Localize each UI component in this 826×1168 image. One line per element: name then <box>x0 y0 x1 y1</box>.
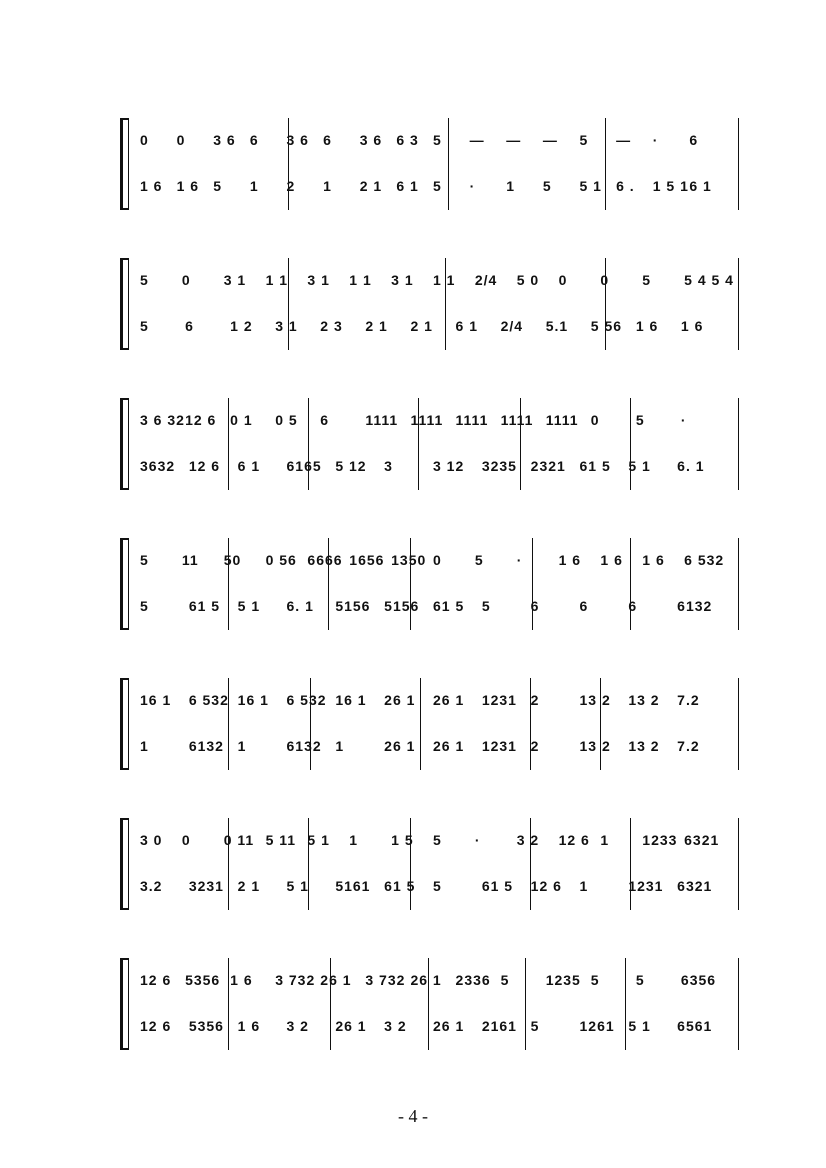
lower-note: 6561 <box>677 1018 713 1034</box>
lower-note: 7.2 <box>677 738 700 754</box>
upper-note: 6 532 <box>188 692 229 708</box>
upper-note: 6321 <box>684 832 720 848</box>
bar-line <box>630 398 631 490</box>
lower-note: 1 <box>579 878 589 894</box>
upper-note: 12 6 <box>140 972 172 988</box>
upper-note: 12 6 <box>558 832 590 848</box>
system-start-line <box>128 118 129 210</box>
upper-note: · <box>652 132 659 148</box>
lower-note: 2 1 <box>410 318 433 334</box>
lower-note: 5161 <box>335 878 371 894</box>
bar-line <box>630 818 631 910</box>
lower-note: 26 1 <box>384 738 416 754</box>
page-number: - 4 - <box>398 1106 428 1126</box>
lower-note: 5 <box>481 598 491 614</box>
upper-note: 6 3 <box>396 132 419 148</box>
score-system <box>120 118 740 210</box>
lower-note: 13 2 <box>628 738 660 754</box>
upper-note: 5 <box>590 972 600 988</box>
upper-note: 5 <box>642 272 652 288</box>
lower-note: 12 6 <box>188 458 221 474</box>
lower-note: 5156 <box>384 598 420 614</box>
bar-line <box>420 678 421 770</box>
upper-note: 1 6 <box>230 972 253 988</box>
lower-note: 1 <box>249 178 259 194</box>
lower-note: 5 1 <box>237 598 261 614</box>
upper-note: 0 56 <box>265 552 297 568</box>
upper-note: 0 5 <box>275 412 298 428</box>
system-start-line <box>128 398 129 490</box>
upper-note: — <box>616 132 632 148</box>
lower-note: 5 1 <box>286 878 309 894</box>
lower-note: 3 2 <box>384 1018 407 1034</box>
bar-line <box>738 258 739 350</box>
upper-note: 1111 <box>365 412 399 428</box>
upper-note: 2336 <box>455 972 491 988</box>
upper-note: 0 11 <box>223 832 255 848</box>
bar-line <box>228 398 229 490</box>
score-system <box>120 538 740 630</box>
upper-note: 3 6 <box>213 132 236 148</box>
lower-note: 2 1 <box>237 878 261 894</box>
score-system <box>120 818 740 910</box>
upper-note: · <box>516 552 523 568</box>
system-start-line <box>128 678 129 770</box>
upper-note: 1 1 <box>265 272 289 288</box>
lower-note: 1 6 <box>680 318 704 334</box>
upper-note: 6 <box>689 132 699 148</box>
upper-note: 5 <box>140 552 149 568</box>
lower-note: 1 <box>237 738 247 754</box>
lower-note: 1 <box>506 178 516 194</box>
bar-line <box>308 398 309 490</box>
lower-note: 12 6 <box>140 1018 172 1034</box>
lower-note: 5356 <box>188 1018 224 1034</box>
system-start-line <box>128 818 129 910</box>
upper-note: 5 1 <box>307 832 330 848</box>
upper-note: 26 1 <box>410 972 442 988</box>
lower-note: 3235 <box>481 458 517 474</box>
bar-line <box>738 958 739 1050</box>
upper-note: 1 1 <box>349 272 372 288</box>
bar-line <box>738 538 739 630</box>
lower-note: 2 1 <box>359 178 383 194</box>
lower-note: 6 <box>579 598 589 614</box>
lower-note: 5 1 <box>628 458 651 474</box>
upper-note: 0 <box>558 272 568 288</box>
upper-note: 3 732 <box>275 972 316 988</box>
upper-note: 5 0 <box>516 272 540 288</box>
upper-note: 13 2 <box>579 692 611 708</box>
lower-note: 5 12 <box>335 458 367 474</box>
upper-note: 0 <box>600 272 610 288</box>
upper-note: 1 5 <box>391 832 414 848</box>
upper-note: — <box>469 132 485 148</box>
upper-note: 5 11 <box>265 832 297 848</box>
score-system <box>120 398 740 490</box>
score-system <box>120 958 740 1050</box>
lower-note: 6. 1 <box>677 458 705 474</box>
bar-line <box>448 118 449 210</box>
lower-note: 61 5 <box>579 458 611 474</box>
lower-note: 5.1 <box>545 318 569 334</box>
lower-note: 26 1 <box>433 1018 465 1034</box>
lower-note: 3.2 <box>140 878 163 894</box>
lower-note: 13 2 <box>579 738 611 754</box>
bar-line <box>630 538 631 630</box>
system-start-line <box>128 258 129 350</box>
upper-note: 3 1 <box>223 272 247 288</box>
lower-note: 2 <box>286 178 296 194</box>
bar-line <box>288 258 289 350</box>
upper-note: 5 <box>635 412 645 428</box>
lower-note: 5 1 <box>628 1018 651 1034</box>
lower-note: 1 <box>140 738 149 754</box>
lower-note: 6 <box>530 598 540 614</box>
upper-note: 1 <box>349 832 359 848</box>
upper-note: 0 1 <box>230 412 253 428</box>
bar-line <box>228 958 229 1050</box>
lower-note: 6 . <box>616 178 635 194</box>
upper-note: 1231 <box>481 692 517 708</box>
upper-note: 26 1 <box>433 692 465 708</box>
lower-note: 6 1 <box>396 178 419 194</box>
lower-note: 61 5 <box>481 878 514 894</box>
lower-note: 2161 <box>481 1018 517 1034</box>
score-system <box>120 678 740 770</box>
upper-note: 1235 <box>545 972 581 988</box>
upper-note: 0 <box>590 412 600 428</box>
lower-note: 5 <box>433 178 442 194</box>
lower-note: · <box>469 178 476 194</box>
upper-note: 1 1 <box>433 272 456 288</box>
lower-note: 5 <box>140 318 149 334</box>
upper-note: 0 <box>181 272 191 288</box>
bar-line <box>532 538 533 630</box>
bar-line <box>525 958 526 1050</box>
lower-note: 6 1 <box>237 458 261 474</box>
upper-note: 1656 <box>349 552 385 568</box>
upper-note: 13 2 <box>628 692 660 708</box>
upper-note: 1 6 <box>642 552 665 568</box>
lower-note: 1 <box>323 178 332 194</box>
upper-note: 5 <box>635 972 645 988</box>
upper-note: 3 6 <box>286 132 309 148</box>
upper-note: 1 6 <box>558 552 582 568</box>
lower-note: 26 1 <box>335 1018 367 1034</box>
bar-line <box>738 398 739 490</box>
bar-line <box>625 958 626 1050</box>
upper-note: 6 532 <box>286 692 327 708</box>
upper-note: 3 6 <box>359 132 383 148</box>
lower-note: 3 2 <box>286 1018 309 1034</box>
lower-note: 1 6 <box>237 1018 261 1034</box>
lower-note: 1 2 <box>230 318 253 334</box>
upper-note: 5 <box>433 132 442 148</box>
upper-note: 5 <box>500 972 510 988</box>
upper-note: 26 1 <box>320 972 352 988</box>
lower-note: 1 <box>335 738 345 754</box>
lower-note: 1 6 <box>176 178 200 194</box>
upper-note: 5 <box>474 552 484 568</box>
lower-note: 6132 <box>286 738 322 754</box>
upper-note: 3 2 <box>516 832 540 848</box>
lower-note: 3 12 <box>433 458 465 474</box>
upper-note: 16 1 <box>335 692 367 708</box>
upper-note: 3 732 <box>365 972 406 988</box>
upper-note: 3 0 <box>140 832 163 848</box>
lower-note: 5 56 <box>590 318 623 334</box>
upper-note: 5356 <box>185 972 221 988</box>
upper-note: 3 1 <box>307 272 330 288</box>
upper-note: 1 <box>600 832 610 848</box>
upper-note: 5 4 5 4 <box>684 272 734 288</box>
upper-note: 6 <box>320 412 330 428</box>
lower-note: 5 1 <box>579 178 602 194</box>
lower-note: 3632 <box>140 458 176 474</box>
upper-note: 11 <box>181 552 199 568</box>
lower-note: 5 <box>542 178 552 194</box>
bar-line <box>738 118 739 210</box>
upper-note: 6 <box>249 132 259 148</box>
lower-note: 6165 <box>286 458 322 474</box>
lower-note: 5 <box>140 598 149 614</box>
upper-note: 12 6 <box>185 412 217 428</box>
lower-note: 3 1 <box>275 318 298 334</box>
lower-note: 2 1 <box>365 318 388 334</box>
upper-note: 6666 <box>307 552 343 568</box>
upper-note: 1111 <box>410 412 444 428</box>
upper-note: 1350 <box>391 552 427 568</box>
upper-note: 2 <box>530 692 540 708</box>
lower-note: 5 <box>433 878 442 894</box>
lower-note: 6132 <box>188 738 224 754</box>
upper-note: 3 1 <box>391 272 414 288</box>
lower-note: 6 1 <box>455 318 478 334</box>
lower-note: 3231 <box>188 878 224 894</box>
lower-note: 6321 <box>677 878 713 894</box>
lower-note: 6. 1 <box>286 598 314 614</box>
upper-note: 3 6 32 <box>140 412 185 428</box>
upper-note: 5 <box>579 132 589 148</box>
lower-note: 61 5 <box>188 598 221 614</box>
upper-note: 2/4 <box>474 272 498 288</box>
upper-note: — <box>506 132 522 148</box>
bar-line <box>738 678 739 770</box>
lower-note: 5 <box>213 178 223 194</box>
lower-note: 1 5 1 <box>652 178 689 194</box>
upper-note: — <box>542 132 558 148</box>
upper-note: 50 <box>223 552 242 568</box>
upper-note: 5 <box>433 832 442 848</box>
upper-note: 6 532 <box>684 552 725 568</box>
lower-note: 1231 <box>481 738 517 754</box>
upper-note: 1111 <box>455 412 489 428</box>
lower-note: 12 6 <box>530 878 562 894</box>
bar-line <box>738 818 739 910</box>
lower-note: 1 6 <box>635 318 659 334</box>
score-system <box>120 258 740 350</box>
lower-note: 1231 <box>628 878 664 894</box>
lower-note: 2/4 <box>500 318 524 334</box>
lower-note: 61 5 <box>384 878 416 894</box>
lower-note: 1 6 <box>140 178 163 194</box>
system-start-line <box>128 958 129 1050</box>
lower-note: 6 <box>628 598 638 614</box>
lower-note: 1261 <box>579 1018 615 1034</box>
upper-note: 1233 <box>642 832 678 848</box>
lower-note: 2 <box>530 738 540 754</box>
lower-note: 6132 <box>677 598 713 614</box>
upper-note: 0 <box>433 552 442 568</box>
upper-note: 1111 <box>500 412 534 428</box>
system-start-line <box>128 538 129 630</box>
upper-note: 0 <box>176 132 186 148</box>
upper-note: 0 <box>181 832 191 848</box>
upper-note: 1 6 <box>600 552 623 568</box>
upper-note: 0 <box>140 132 149 148</box>
upper-note: 6356 <box>680 972 717 988</box>
lower-note: 5156 <box>335 598 371 614</box>
upper-note: 26 1 <box>384 692 416 708</box>
lower-note: 5 <box>530 1018 540 1034</box>
lower-note: 61 5 <box>433 598 465 614</box>
lower-note: 26 1 <box>433 738 465 754</box>
upper-note: · <box>474 832 481 848</box>
upper-note: 7.2 <box>677 692 700 708</box>
lower-note: 2 3 <box>320 318 343 334</box>
lower-note: 2321 <box>530 458 566 474</box>
upper-note: · <box>680 412 687 428</box>
upper-note: 16 1 <box>237 692 269 708</box>
upper-note: 16 1 <box>140 692 172 708</box>
upper-note: 6 <box>323 132 332 148</box>
lower-note: 6 <box>185 318 194 334</box>
upper-note: 5 <box>140 272 149 288</box>
lower-note: 6 1 <box>689 178 712 194</box>
lower-note: 3 <box>384 458 393 474</box>
upper-note: 1111 <box>545 412 579 428</box>
bar-line <box>605 118 606 210</box>
